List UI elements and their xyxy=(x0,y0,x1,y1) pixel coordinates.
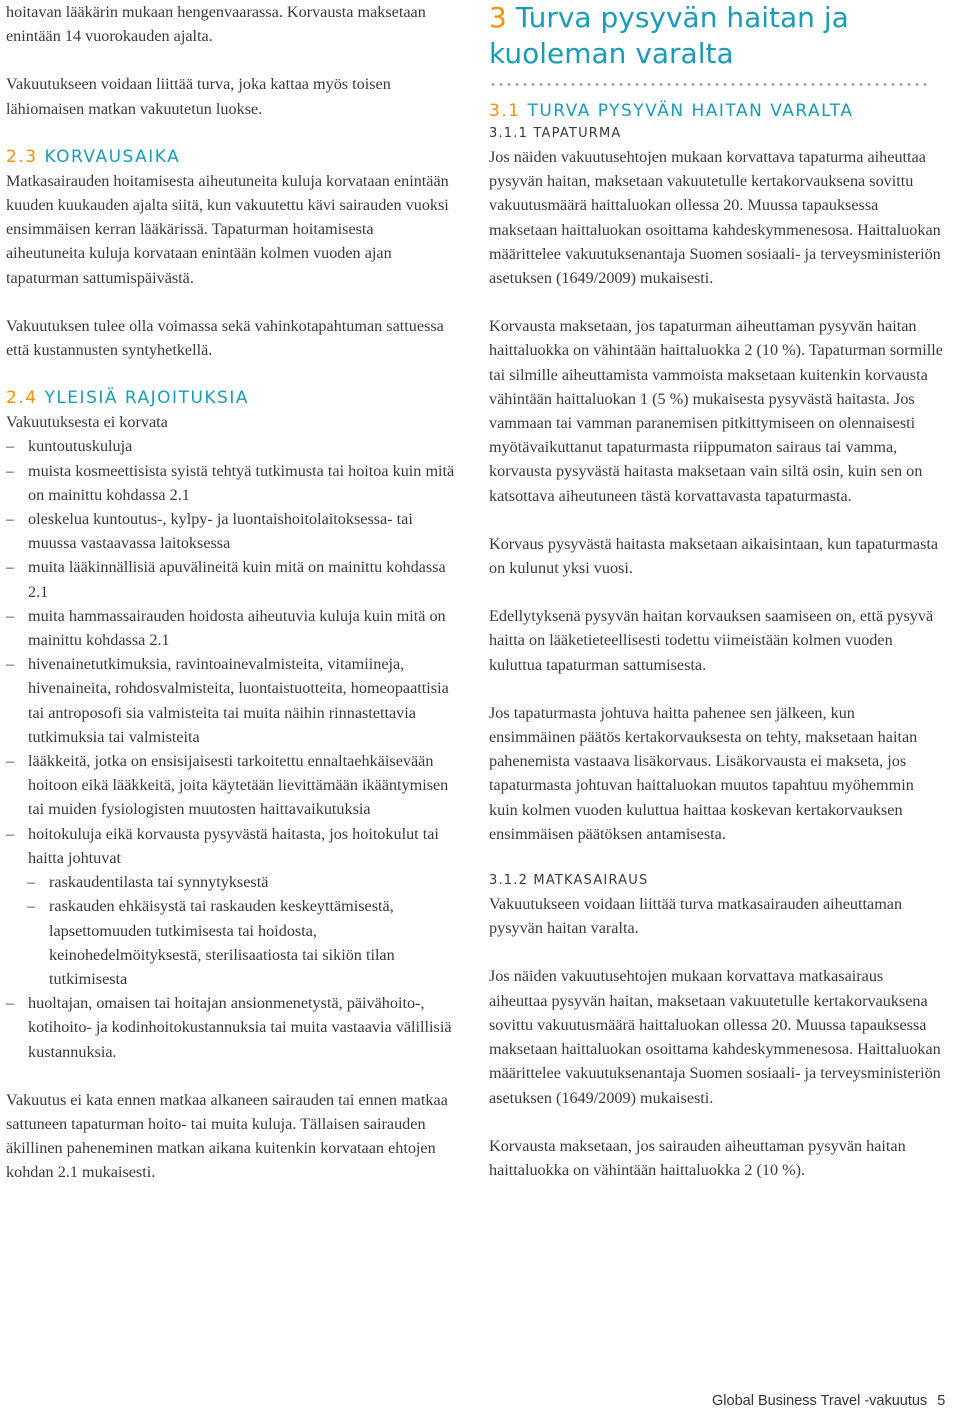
paragraph: Vakuutuksen tulee olla voimassa sekä vahinkotapahtuman sattuessa että kustannusten syntyhetkellä. xyxy=(6,316,444,360)
subsection-heading-3-1-2: 3.1.2 MATKASAIRAUS xyxy=(489,873,649,889)
paragraph: Vakuutukseen voidaan liittää turva, joka kattaa myös toisen lähiomaisen matkan vakuutetun luokse. xyxy=(6,75,391,118)
chapter-heading-3 xyxy=(489,0,944,72)
dotted-divider xyxy=(489,82,931,87)
section-title: KORVAUSAIKA xyxy=(44,146,181,167)
section-number: 2.3 xyxy=(6,146,38,167)
list-item: – kuntoutuskuluja xyxy=(6,437,133,456)
list-item: – hoitokuluja eikä korvausta pysyvästä haitasta, jos hoitokulut tai haitta johtuvat xyxy=(6,824,439,867)
page-number: 5 xyxy=(937,1393,946,1409)
list-item: – raskaudentilasta tai synnytyksestä xyxy=(27,873,269,892)
section-heading-2-4 xyxy=(6,386,456,410)
exclusion-list-end xyxy=(6,991,456,1064)
list-item: – hivenainetutkimuksia, ravintoainevalmisteita, vitamiineja, hivenaineita, rohdosvalmisteita, luontaistuotteita, homeopaattisia tai antroposofi sia valmisteita tai muita näihin rinnastettavia tutkimuksia tai valmisteita xyxy=(6,655,449,746)
section-number: 3.1 xyxy=(489,101,521,121)
exclusion-sublist xyxy=(6,870,456,991)
list-item: – oleskelua kuntoutus-, kylpy- ja luontaishoitolaitoksessa- tai muussa vastaavassa laitoksessa xyxy=(6,510,413,553)
list-item: – raskauden ehkäisystä tai raskauden keskeyttämisestä, lapsettomuuden tutkimisesta tai hoidosta, keinohedelmöityksestä, sterilisaatiosta tai sikiön tilan tutkimisesta xyxy=(27,897,395,988)
paragraph: Vakuutukseen voidaan liittää turva matkasairauden aiheuttaman pysyvän haitan varalta. xyxy=(489,895,903,938)
list-item: – muista kosmeettisista syistä tehtyä tutkimusta tai hoitoa kuin mitä on mainittu kohdassa 2.1 xyxy=(6,461,455,504)
section-heading-2-3 xyxy=(6,145,456,169)
paragraph: Korvaus pysyvästä haitasta maksetaan aikaisintaan, kun tapaturmasta on kulunut yksi vuosi. xyxy=(489,534,939,578)
section-number: 2.4 xyxy=(6,388,38,409)
paragraph: Vakuutus ei kata ennen matkaa alkaneen sairauden tai ennen matkaa sattuneen tapaturman hoito- tai muita kuluja. Tällaisen sairauden äkillinen paheneminen matkan aikana kuitenkin korvataan ehtojen kohdan 2.1 mukaisesti. xyxy=(6,1090,448,1182)
paragraph: hoitavan lääkärin mukaan hengenvaarassa. Korvausta maksetaan enintään 14 vuorokauden ajalta. xyxy=(6,3,426,46)
list-item: – muita lääkinnällisiä apuvälineitä kuin mitä on mainittu kohdassa 2.1 xyxy=(6,558,446,601)
chapter-title: Turva pysyvän haitan ja kuoleman varalta xyxy=(489,1,849,70)
right-column xyxy=(489,0,944,1182)
paragraph: Korvausta maksetaan, jos tapaturman aiheuttaman pysyvän haitan haittaluokka on vähintään haittaluokka 2 (10 %). Tapaturman sormille tai silmille aiheuttamista vammoista maksetaan kuitenkin korvausta vähintään haittaluokan 1 (5 %) mukaisesta pysyvästä haitasta. Jos vammaan tai vamman paranemisen pitkittymiseen on olennaisesti myötävaikuttanut tapaturmasta riippumaton sairaus tai vamma, korvausta pysyvästä haitasta maksetaan vain siltä osin, kuin sen on katsottava aiheutuneen tästä korvattavasta tapaturmasta. xyxy=(489,317,943,505)
section-heading-3-1 xyxy=(489,99,944,123)
footer-title: Global Business Travel -vakuutus xyxy=(712,1393,928,1409)
paragraph: Edellytyksenä pysyvän haitan korvauksen saamiseen on, että pysyvä haitta on lääketieteellisesti todettu viimeistään kolmen vuoden kuluttua tapaturman sattumisesta. xyxy=(489,607,934,674)
page-footer xyxy=(712,1393,945,1409)
paragraph: Jos tapaturmasta johtuva haitta pahenee sen jälkeen, kun ensimmäinen päätös kertakorvauksesta on tehty, maksetaan haitan pahenemista vastaava lisäkorvaus. Lisäkorvausta ei makseta, jos tapaturmasta johtuvan haittaluokan muutos tapahtuu myöhemmin kuin kolmen vuoden kuluttua haittaa koskevan kertakorvauksen ensimmäisen päätöksen antamisesta. xyxy=(489,703,918,843)
subsection-heading-3-1-1: 3.1.1 TAPATURMA xyxy=(489,126,622,141)
list-item: – lääkkeitä, jotka on ensisijaisesti tarkoitettu ennaltaehkäisevään hoitoon eikä lääkkeitä, joita käytetään lievittämään ikääntymisen tai muiden fysiologisten muutosten haittavaikutuksia xyxy=(6,752,449,819)
list-item: – huoltajan, omaisen tai hoitajan ansionmenetystä, päivähoito-, kotihoito- ja kodinhoitokustannuksia tai muita vastaavia välillisiä kustannuksia. xyxy=(6,994,452,1061)
left-column xyxy=(6,0,456,1185)
section-title: TURVA PYSYVÄN HAITAN VARALTA xyxy=(527,101,854,121)
list-intro: Vakuutuksesta ei korvata xyxy=(6,413,168,432)
chapter-number: 3 xyxy=(489,1,507,34)
paragraph: Korvausta maksetaan, jos sairauden aiheuttaman pysyvän haitan haittaluokka on vähintään haittaluokka 2 (10 %). xyxy=(489,1136,906,1179)
paragraph: Jos näiden vakuutusehtojen mukaan korvattava tapaturma aiheuttaa pysyvän haitan, maksetaan vakuutetulle kertakorvauksena sovittu vakuutusmäärä haittaluokan ollessa 20. Muussa tapauksessa maksetaan haittaluokan osoittama kahdeskymmenesosa. Haittaluokan määrittelee vakuutuksenantaja Suomen sosiaali- ja terveysministeriön asetuksen (1649/2009) mukaisesti. xyxy=(489,148,941,288)
exclusion-list xyxy=(6,434,456,870)
paragraph: Jos näiden vakuutusehtojen mukaan korvattava matkasairaus aiheuttaa pysyvän haitan, maksetaan vakuutetulle kertakorvauksena sovittu vakuutusmäärä haittaluokan ollessa 20. Muussa tapauksessa maksetaan haittaluokan osoittama kahdeskymmenesosa. Haittaluokan määrittelee vakuutuksenantaja Suomen sosiaali- ja terveysministeriön asetuksen (1649/2009) mukaisesti. xyxy=(489,967,941,1107)
list-item: – muita hammassairauden hoidosta aiheutuvia kuluja kuin mitä on mainittu kohdassa 2.1 xyxy=(6,606,446,650)
section-title: YLEISIÄ RAJOITUKSIA xyxy=(44,388,249,409)
paragraph: Matkasairauden hoitamisesta aiheutuneita kuluja korvataan enintään kuuden kuukauden ajalta siitä, kun vakuutettu kävi sairauden vuoksi ensimmäisen kerran lääkärissä. Tapaturman hoitamisesta aiheutuneita kuluja korvataan enintään kolmen vuoden ajan tapaturman sattumispäivästä. xyxy=(6,171,449,287)
